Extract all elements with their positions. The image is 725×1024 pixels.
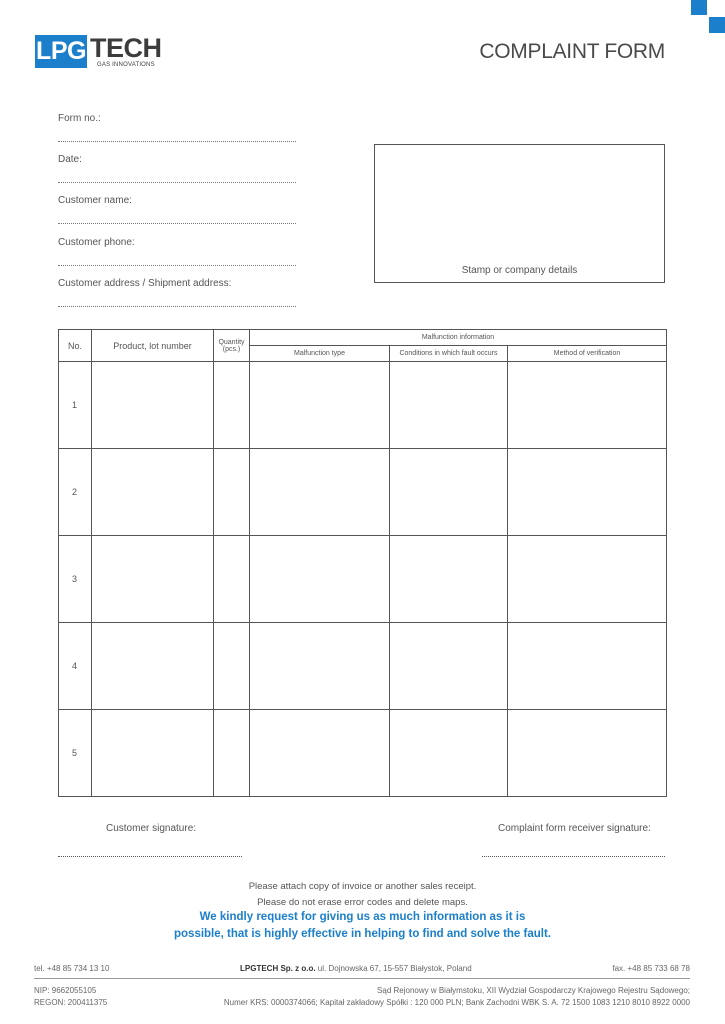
page-title: COMPLAINT FORM [479, 40, 665, 63]
customer-address-label: Customer address / Shipment address: [58, 278, 232, 289]
footer-regon: REGON: 200411375 [34, 998, 108, 1007]
customer-signature-label: Customer signature: [106, 823, 197, 834]
logo-tech: TECH [90, 33, 162, 63]
footer-address: ul. Dojnowska 67, 15-557 Białystok, Poland [315, 964, 472, 973]
footer-fax: fax. +48 85 733 68 78 [612, 964, 690, 973]
corner-square-right [709, 17, 725, 33]
verification-cell[interactable] [508, 623, 667, 710]
row-number: 3 [59, 536, 92, 623]
receiver-signature-label: Complaint form receiver signature: [498, 823, 651, 834]
corner-square-top [691, 0, 707, 15]
verification-cell[interactable] [508, 449, 667, 536]
malfunction-type-cell[interactable] [250, 362, 390, 449]
verification-cell[interactable] [508, 362, 667, 449]
malfunction-table [58, 329, 667, 797]
customer-phone-label: Customer phone: [58, 237, 135, 248]
quantity-cell[interactable] [214, 536, 250, 623]
stamp-label: Stamp or company details [461, 265, 578, 276]
product-cell[interactable] [92, 623, 214, 710]
date-field[interactable] [58, 182, 296, 183]
quantity-cell[interactable] [214, 623, 250, 710]
conditions-cell[interactable] [390, 536, 508, 623]
table-row [59, 710, 667, 797]
product-cell[interactable] [92, 362, 214, 449]
logo-tagline: GAS INNOVATIONS [97, 62, 155, 68]
footer-company-address [240, 964, 472, 973]
header-verification: Method of verification [508, 346, 667, 362]
form-no-field[interactable] [58, 141, 296, 142]
row-number: 4 [59, 623, 92, 710]
customer-phone-field[interactable] [58, 265, 296, 266]
conditions-cell[interactable] [390, 623, 508, 710]
header-product: Product, lot number [92, 330, 214, 362]
customer-name-label: Customer name: [58, 195, 132, 206]
customer-address-field[interactable] [58, 306, 296, 307]
header-malfunction-type: Malfunction type [250, 346, 390, 362]
row-number: 5 [59, 710, 92, 797]
product-cell[interactable] [92, 449, 214, 536]
row-number: 1 [59, 362, 92, 449]
quantity-cell[interactable] [214, 449, 250, 536]
malfunction-type-cell[interactable] [250, 623, 390, 710]
conditions-cell[interactable] [390, 449, 508, 536]
note-invoice: Please attach copy of invoice or another sales receipt. [248, 881, 477, 892]
malfunction-type-cell[interactable] [250, 536, 390, 623]
header-conditions: Conditions in which fault occurs [390, 346, 508, 362]
footer-divider [34, 978, 690, 979]
header-quantity [214, 330, 250, 362]
header-quantity-line2: (pcs.) [222, 345, 241, 353]
table-row [59, 449, 667, 536]
malfunction-type-cell[interactable] [250, 449, 390, 536]
quantity-cell[interactable] [214, 362, 250, 449]
verification-cell[interactable] [508, 536, 667, 623]
footer-company: LPGTECH Sp. z o.o. [240, 964, 316, 973]
footer-tel: tel. +48 85 734 13 10 [34, 964, 110, 973]
product-cell[interactable] [92, 710, 214, 797]
note-request-line1: We kindly request for giving us as much information as it is [199, 911, 526, 923]
footer-krs: Numer KRS: 0000374066; Kapitał zakładowy Spółki : 120 000 PLN; Bank Zachodni WBK S. A. 72 1500 1083 1210 8010 8922 0000 [223, 998, 690, 1007]
table-row [59, 623, 667, 710]
product-cell[interactable] [92, 536, 214, 623]
row-number: 2 [59, 449, 92, 536]
receiver-signature-field[interactable] [482, 856, 665, 857]
note-error-codes: Please do not erase error codes and delete maps. [257, 897, 468, 908]
footer-nip: NIP: 9662055105 [34, 986, 97, 995]
malfunction-type-cell[interactable] [250, 710, 390, 797]
customer-name-field[interactable] [58, 223, 296, 224]
stamp-box[interactable] [374, 144, 665, 283]
footer-court: Sąd Rejonowy w Białymstoku, XII Wydział Gospodarczy Krajowego Rejestru Sądowego; [377, 986, 690, 995]
quantity-cell[interactable] [214, 710, 250, 797]
logo-lpg: LPG [35, 35, 87, 68]
table-row [59, 536, 667, 623]
table-row [59, 362, 667, 449]
header-no: No. [59, 330, 92, 362]
customer-signature-field[interactable] [58, 856, 242, 857]
conditions-cell[interactable] [390, 362, 508, 449]
form-no-label: Form no.: [58, 113, 101, 124]
header-quantity-line1: Quantity [218, 338, 245, 346]
date-label: Date: [58, 154, 82, 165]
header-malfunction-info: Malfunction information [250, 330, 667, 346]
note-request-line2: possible, that is highly effective in helping to find and solve the fault. [174, 928, 551, 940]
conditions-cell[interactable] [390, 710, 508, 797]
verification-cell[interactable] [508, 710, 667, 797]
